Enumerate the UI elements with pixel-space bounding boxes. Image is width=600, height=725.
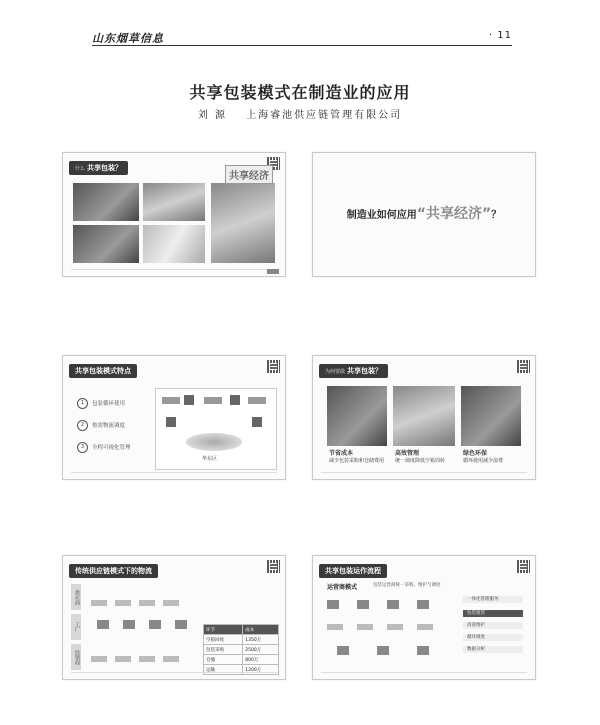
slide-how-manufacturing-apply xyxy=(312,152,536,277)
benefit-caption: 绿色环保 循环使用减少浪费 xyxy=(463,450,504,464)
cost-table: 环节 成本 空箱回收 1350万 包装采购 2500万 仓储 800万 运输 1200万 xyxy=(203,624,279,675)
cost-saving-photo xyxy=(327,386,387,446)
lane-label: 工厂 xyxy=(71,614,81,640)
byline xyxy=(0,106,600,121)
slide-traditional-logistics xyxy=(62,555,286,680)
feature-item: 2 按需物流调度 xyxy=(77,420,125,431)
slide-question: 制造业如何应用“共享经济”？ xyxy=(346,206,502,222)
benefit-caption: 高效管理 统一调度降低空箱周转 xyxy=(395,450,446,464)
slide-ribbon: 共享包装模式特点 xyxy=(69,364,137,378)
handshake-photo xyxy=(393,386,455,446)
hub-graphic xyxy=(186,433,242,451)
author-affiliation: 上海睿池供应链管理有限公司 xyxy=(246,110,403,121)
slide-shared-packaging-process xyxy=(312,555,536,680)
slide-ribbon: 为何要做 共享包装？ xyxy=(319,364,388,378)
lane-label: 供应商 xyxy=(71,584,81,610)
qr-code-icon xyxy=(267,560,280,573)
vending-machine-photo xyxy=(143,183,205,221)
feature-item: 1 包装循环使用 xyxy=(77,398,125,409)
qr-code-icon xyxy=(517,360,530,373)
qr-code-icon xyxy=(267,360,280,373)
journal-name: 山东烟草信息 xyxy=(92,32,164,45)
page-number: · 11 xyxy=(488,30,512,41)
tree-photo xyxy=(461,386,521,446)
benefit-caption: 节省成本 减少包装采购和仓储费用 xyxy=(329,450,385,464)
shared-bikes-photo xyxy=(73,183,139,221)
page-header xyxy=(92,28,512,46)
slide-features xyxy=(62,355,286,480)
slide-ribbon: 传统供应链模式下的物流 xyxy=(69,564,158,578)
lane-label: 经销商 xyxy=(71,644,81,670)
qr-code-icon xyxy=(517,560,530,573)
network-diagram xyxy=(155,388,277,470)
locker-photo xyxy=(211,183,275,263)
charging-station-photo xyxy=(73,225,139,263)
service-pill: 数据分析 xyxy=(463,646,523,653)
slide-ribbon: 什么 共享包装？ xyxy=(69,161,128,175)
service-pill: 包装租赁 xyxy=(463,610,523,617)
header-rule xyxy=(92,45,512,46)
sharing-economy-badge: 共享经济 xyxy=(225,165,273,184)
logo-icon xyxy=(267,269,279,274)
slide-what-is-shared-packaging xyxy=(62,152,286,277)
feature-item: 3 全程可视化管理 xyxy=(77,442,131,453)
article-title: 共享包装模式在制造业的应用 xyxy=(189,83,411,102)
author-name: 刘 源 xyxy=(197,110,227,121)
model-subtitle: 包装运营商统一采购、维护与调度 xyxy=(373,583,441,588)
service-pill: 循环调度 xyxy=(463,634,523,641)
slide-ribbon: 共享包装运作流程 xyxy=(319,564,387,578)
shared-umbrella-photo xyxy=(143,225,205,263)
model-title: 运营商模式 xyxy=(327,584,358,591)
service-pill: 清洗维护 xyxy=(463,622,523,629)
slide-why-shared-packaging xyxy=(312,355,536,480)
service-pill: 一体化管理服务 xyxy=(463,596,523,603)
hub-label: 华东区 xyxy=(202,456,218,462)
